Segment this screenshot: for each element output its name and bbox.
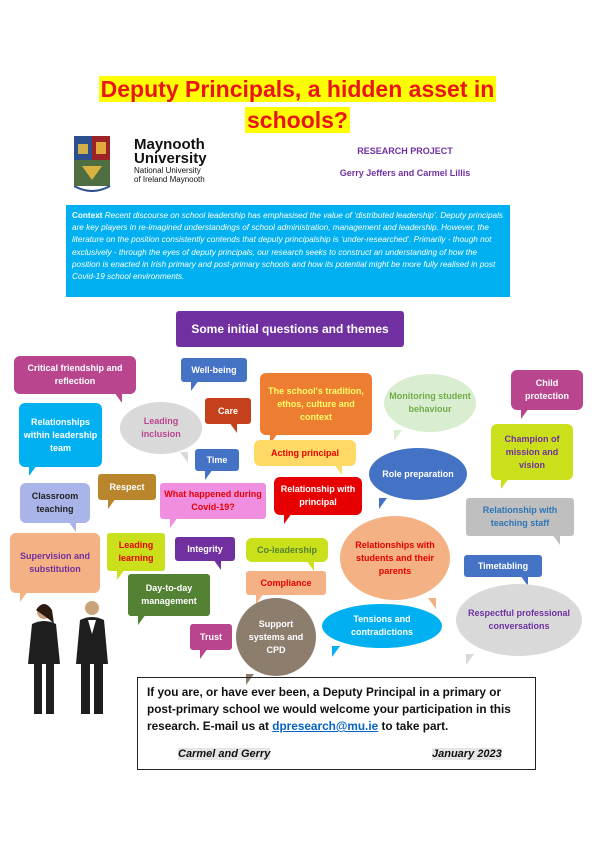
theme-bubble-well-being: Well-being — [181, 358, 247, 382]
theme-bubble-leading-inclusion: Leading inclusion — [120, 402, 202, 454]
logo-sub-1: National University — [134, 166, 201, 175]
cta-post: to take part. — [378, 719, 449, 733]
speech-tail — [108, 498, 116, 509]
speech-tail — [394, 430, 402, 441]
signature-date: January 2023 — [432, 748, 502, 760]
context-lead: Context — [72, 211, 103, 220]
logo-sub-2: of Ireland Maynooth — [134, 175, 205, 184]
theme-bubble-role-preparation: Role preparation — [369, 448, 467, 500]
theme-bubble-trust: Trust — [190, 624, 232, 650]
speech-tail — [284, 513, 292, 524]
speech-tail — [205, 469, 213, 480]
theme-bubble-integrity: Integrity — [175, 537, 235, 561]
project-authors: Gerry Jeffers and Carmel Lillis — [339, 168, 471, 178]
speech-tail — [114, 392, 122, 403]
theme-bubble-tensions: Tensions and contradictions — [322, 604, 442, 648]
theme-bubble-supervision: Supervision and substitution — [10, 533, 100, 593]
speech-tail — [428, 598, 436, 609]
cta-text — [147, 684, 526, 735]
page-title — [0, 74, 595, 136]
cta-pre: If you are, or have ever been, a Deputy Principal in a primary or post-primary school we would welcome your participation in this research. E-mail us at — [147, 685, 511, 733]
theme-bubble-critical-friendship: Critical friendship and reflection — [14, 356, 136, 394]
theme-bubble-champion: Champion of mission and vision — [491, 424, 573, 480]
theme-bubble-respect: Respect — [98, 474, 156, 500]
speech-tail — [170, 517, 178, 528]
speech-tail — [117, 569, 125, 580]
university-name — [134, 138, 244, 184]
theme-bubble-support-systems: Support systems and CPD — [236, 598, 316, 676]
speech-tail — [466, 654, 474, 665]
theme-bubble-respectful: Respectful professional conversations — [456, 584, 582, 656]
theme-bubble-relationship-teaching: Relationship with teaching staff — [466, 498, 574, 536]
theme-bubble-timetabling: Timetabling — [464, 555, 542, 577]
theme-bubble-relationship-principal: Relationship with principal — [274, 477, 362, 515]
speech-tail — [29, 465, 37, 476]
project-label: RESEARCH PROJECT — [357, 146, 453, 156]
theme-bubble-monitoring: Monitoring student behaviour — [384, 374, 476, 432]
speech-tail — [501, 478, 509, 489]
theme-bubble-day-to-day: Day-to-day management — [128, 574, 210, 616]
context-body: Recent discourse on school leadership has emphasised the value of ‘distributed leadership’. Deputy principals are key players in re-imagined understandings of school administration, management and leadership. However, the literature on the position consistently contends that deputy principalship is ‘under-researched’. Primarily - though not exclusively - through the eyes of deputy principals, our research seeks to construct an understanding of how the position is enacted in Irish primary and post-primary schools and how its potential might be more fully realised in post Covid-19 school environments. — [72, 211, 503, 282]
business-people-illustration — [20, 598, 130, 718]
theme-bubble-child-protection: Child protection — [511, 370, 583, 410]
themes-banner: Some initial questions and themes — [176, 311, 404, 347]
speech-tail — [379, 498, 387, 509]
speech-tail — [552, 534, 560, 545]
signature-names: Carmel and Gerry — [178, 748, 271, 760]
title-line-1: Deputy Principals, a hidden asset in — [100, 76, 495, 102]
speech-tail — [306, 560, 314, 571]
speech-tail — [200, 648, 208, 659]
theme-bubble-covid: What happened during Covid-19? — [160, 483, 266, 519]
speech-tail — [180, 452, 188, 463]
theme-bubble-compliance: Compliance — [246, 571, 326, 595]
title-line-2: schools? — [247, 107, 348, 133]
speech-tail — [68, 521, 76, 532]
logo-name-1: Maynooth — [134, 136, 205, 153]
theme-bubble-classroom-teaching: Classroom teaching — [20, 483, 90, 523]
theme-bubble-acting-principal: Acting principal — [254, 440, 356, 466]
speech-tail — [191, 380, 199, 391]
speech-tail — [332, 646, 340, 657]
speech-tail — [229, 422, 237, 433]
speech-tail — [138, 614, 146, 625]
theme-bubble-relationships-students: Relationships with students and their parents — [340, 516, 450, 600]
speech-tail — [521, 408, 529, 419]
theme-bubble-co-leadership: Co-leadership — [246, 538, 328, 562]
email-link[interactable]: dpresearch@mu.ie — [272, 719, 379, 733]
logo-name-2: University — [134, 150, 207, 167]
theme-bubble-leading-learning: Leading learning — [107, 533, 165, 571]
theme-bubble-relationships-leadership: Relationships within leadership team — [19, 403, 102, 467]
theme-bubble-time: Time — [195, 449, 239, 471]
theme-bubble-schools-tradition: The school's tradition, ethos, culture and context — [260, 373, 372, 435]
theme-bubble-care: Care — [205, 398, 251, 424]
context-box — [66, 205, 510, 297]
speech-tail — [213, 559, 221, 570]
speech-tail — [334, 464, 342, 475]
